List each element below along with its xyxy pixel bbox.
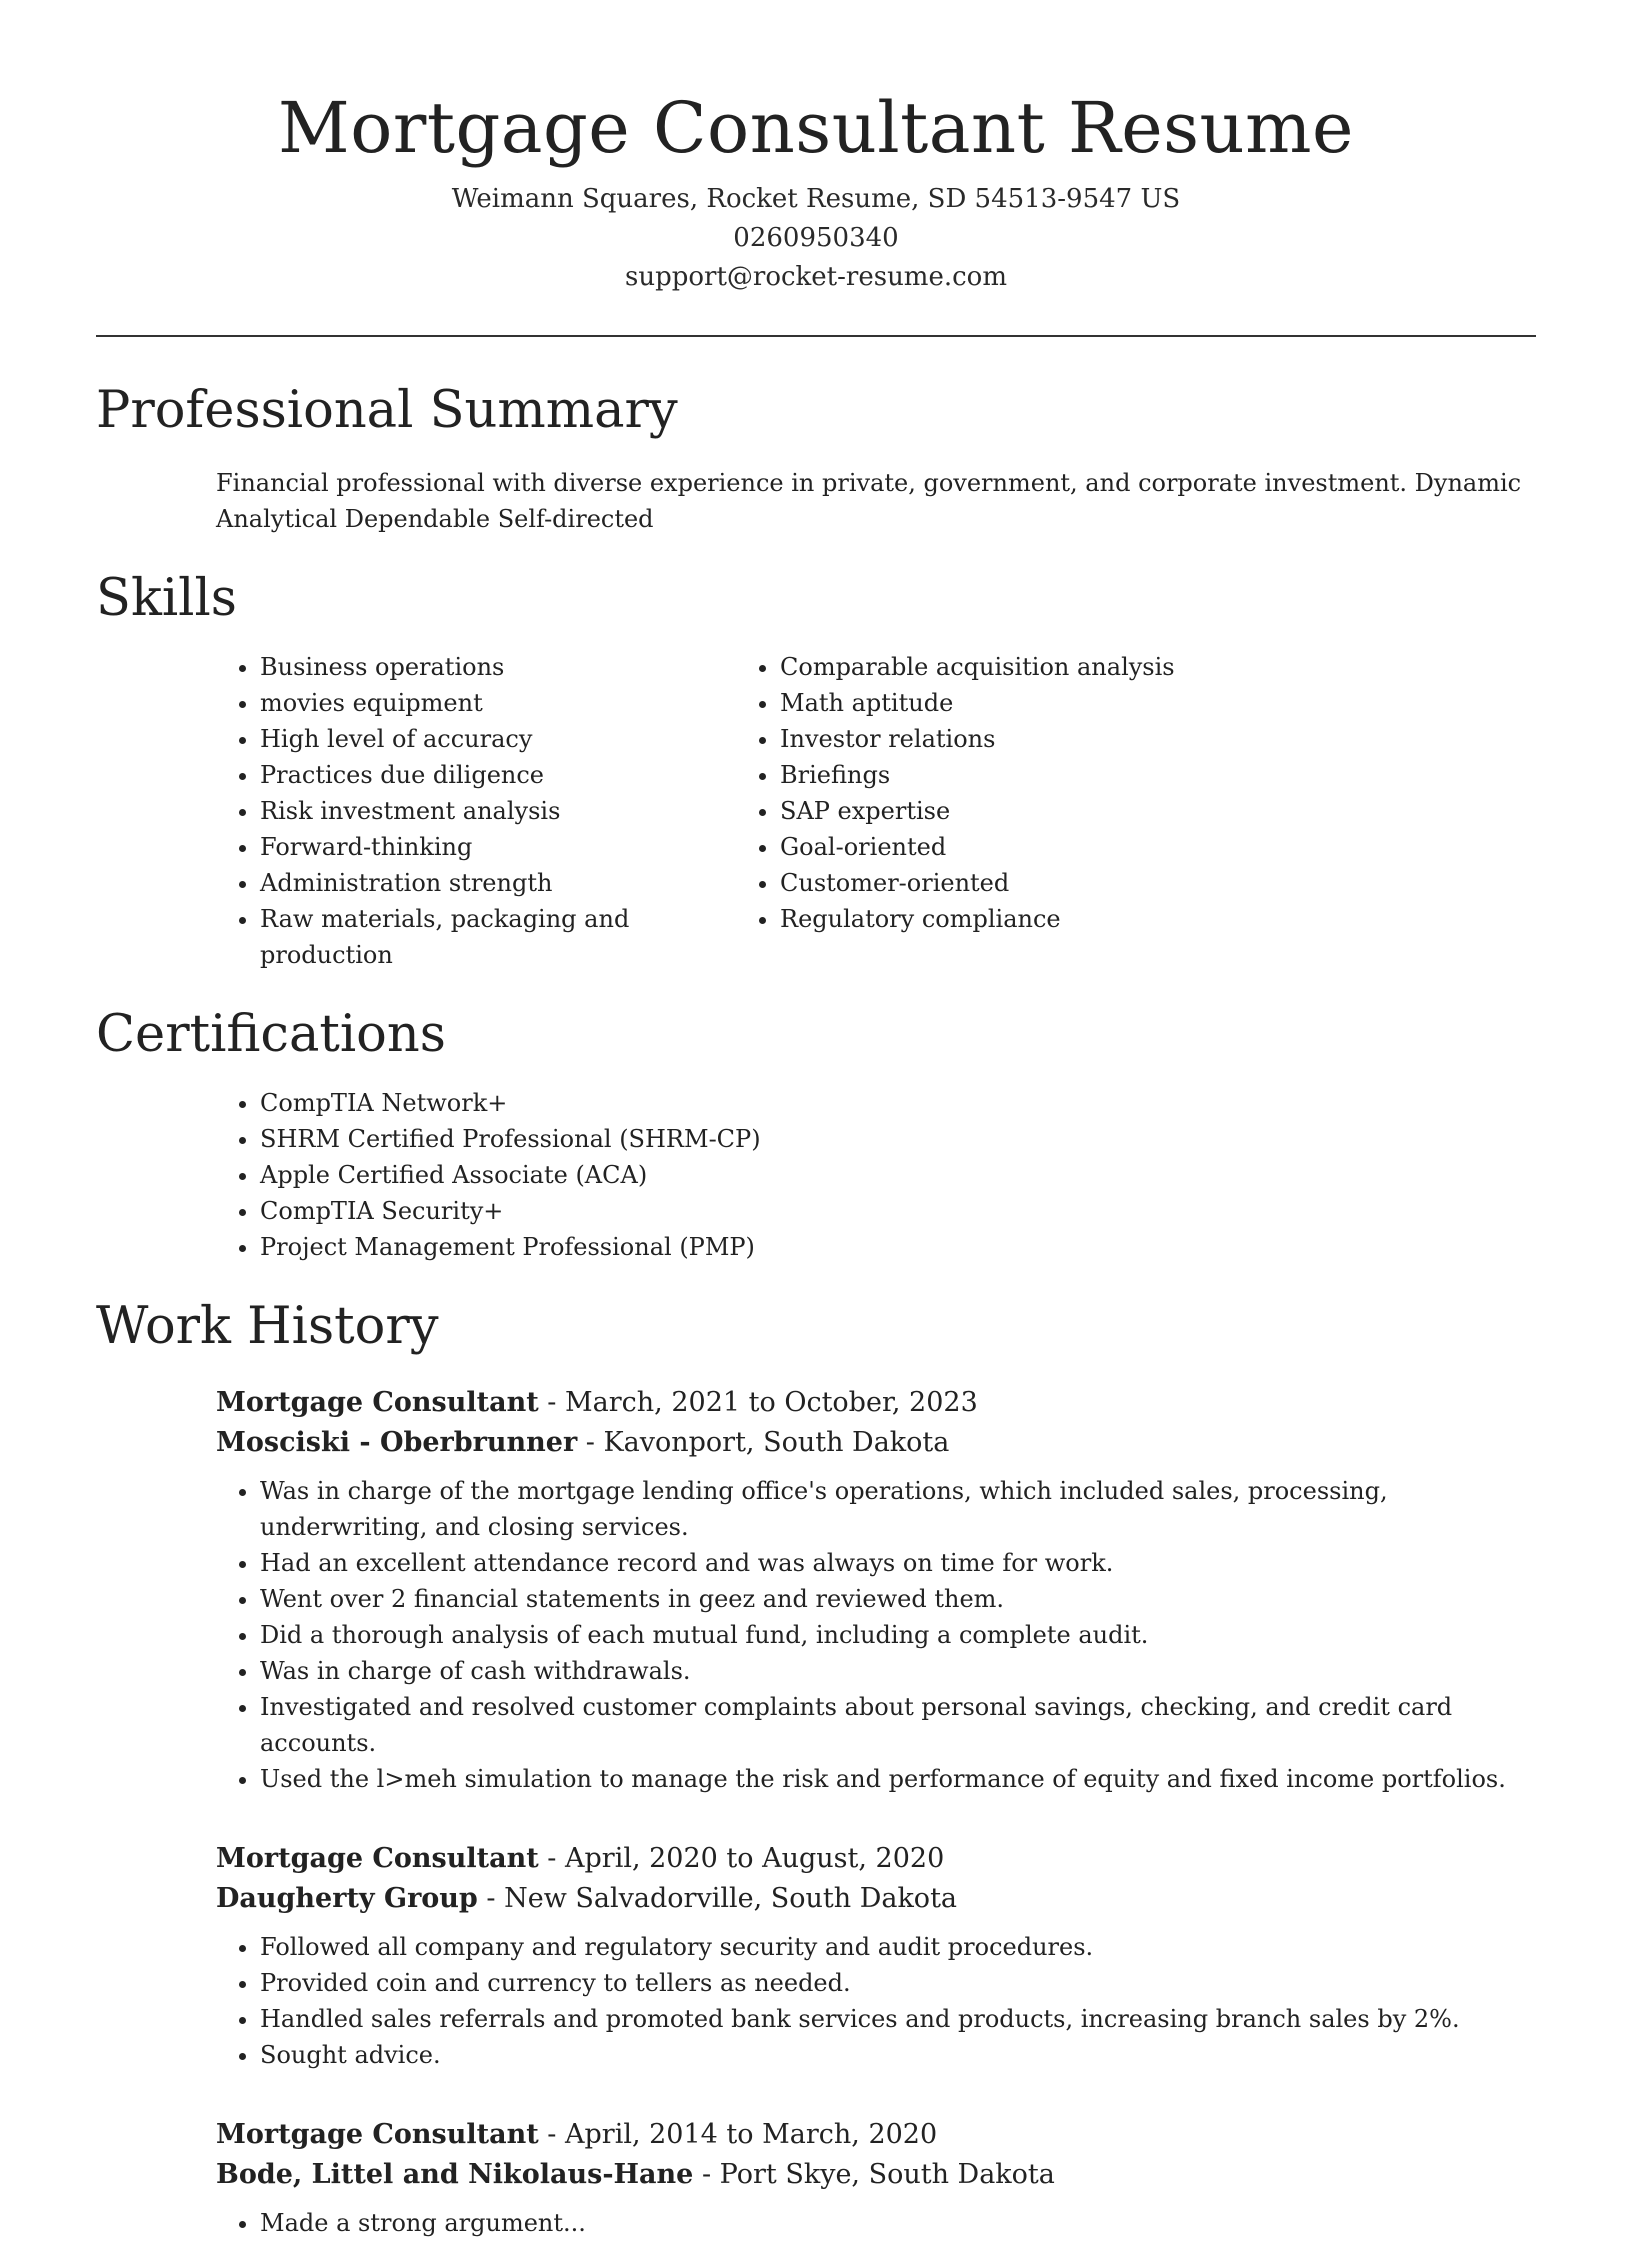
certifications-list: [96, 1085, 1536, 1265]
job-duty: • Went over 2 financial statements in geez and reviewed them.: [260, 1581, 1536, 1617]
skill-item: • Briefings: [780, 757, 1175, 793]
job-duty: • Provided coin and currency to tellers as needed.: [260, 1965, 1536, 2001]
skill-item: • Raw materials, packaging and production: [260, 901, 746, 973]
job-duty: • Handled sales referrals and promoted bank services and products, increasing branch sales by 2%.: [260, 2001, 1536, 2037]
certification-item: • SHRM Certified Professional (SHRM-CP): [260, 1121, 1536, 1157]
job-duties: [96, 1929, 1536, 2073]
resume-title: Mortgage Consultant Resume: [278, 87, 1354, 169]
contact-email: support@rocket-resume.com: [624, 262, 1007, 292]
job-duty: • Did a thorough analysis of each mutual fund, including a complete audit.: [260, 1617, 1536, 1653]
job-dates: - April, 2014 to March, 2020: [538, 2119, 938, 2150]
certification-item: • Project Management Professional (PMP): [260, 1229, 1536, 1265]
job-duty: • Sought advice.: [260, 2037, 1536, 2073]
job-duty: • Used the l>meh simulation to manage the risk and performance of equity and fixed income portfolios.: [260, 1761, 1536, 1797]
job-duty: • Followed all company and regulatory security and audit procedures.: [260, 1929, 1536, 1965]
summary-text: Financial professional with diverse experience in private, government, and corporate investment. Dynamic Analytical Dependable Self-directed: [216, 469, 1522, 533]
skill-item: • Business operations: [260, 649, 746, 685]
contact-phone: 0260950340: [733, 223, 899, 253]
job-duty: • Made a strong argument...: [260, 2205, 1536, 2241]
job-company-line: [216, 1879, 1536, 1919]
job-company: Bode, Littel and Nikolaus-Hane: [216, 2159, 694, 2190]
job-duty: • Was in charge of cash withdrawals.: [260, 1653, 1536, 1689]
skill-item: • Risk investment analysis: [260, 793, 746, 829]
job-dates: - March, 2021 to October, 2023: [538, 1387, 978, 1418]
skill-item: • Administration strength: [260, 865, 746, 901]
header-divider: [96, 335, 1536, 337]
job-duty: • Investigated and resolved customer complaints about personal savings, checking, and credit card accounts.: [260, 1689, 1536, 1761]
skills-columns: [96, 649, 1536, 973]
job-dates: - April, 2020 to August, 2020: [538, 1843, 945, 1874]
job-entry: [96, 1839, 1536, 2073]
work-history-heading: Work History: [96, 1297, 439, 1356]
certification-item: • Apple Certified Associate (ACA): [260, 1157, 1536, 1193]
certifications-heading: Certifications: [96, 1005, 446, 1064]
skill-item: • Customer-oriented: [780, 865, 1175, 901]
job-company: Mosciski - Oberbrunner: [216, 1427, 578, 1458]
skill-item: • SAP expertise: [780, 793, 1175, 829]
skill-item: • Math aptitude: [780, 685, 1175, 721]
job-title: Mortgage Consultant: [216, 2119, 539, 2150]
certification-item: • CompTIA Security+: [260, 1193, 1536, 1229]
job-title-line: [216, 2115, 1536, 2155]
skill-item: • High level of accuracy: [260, 721, 746, 757]
summary-heading: Professional Summary: [96, 381, 678, 440]
job-title-line: [216, 1839, 1536, 1879]
job-company: Daugherty Group: [216, 1883, 478, 1914]
job-title: Mortgage Consultant: [216, 1843, 539, 1874]
skills-column-right: [746, 649, 1175, 973]
skills-list-right: [746, 649, 1175, 937]
job-location: - Kavonport, South Dakota: [577, 1427, 950, 1458]
certification-item: • CompTIA Network+: [260, 1085, 1536, 1121]
skill-item: • Goal-oriented: [780, 829, 1175, 865]
skill-item: • Regulatory compliance: [780, 901, 1175, 937]
skill-item: • Investor relations: [780, 721, 1175, 757]
skills-heading: Skills: [96, 569, 237, 628]
skill-item: • movies equipment: [260, 685, 746, 721]
job-entry: [96, 2115, 1536, 2241]
skill-item: • Forward-thinking: [260, 829, 746, 865]
job-location: - New Salvadorville, South Dakota: [477, 1883, 958, 1914]
skill-item: • Comparable acquisition analysis: [780, 649, 1175, 685]
job-duty: • Had an excellent attendance record and was always on time for work.: [260, 1545, 1536, 1581]
job-company-line: [216, 2155, 1536, 2195]
job-company-line: [216, 1423, 1536, 1463]
resume-page: [96, 0, 1536, 2241]
job-duties: [96, 1473, 1536, 1797]
skills-column-left: [96, 649, 746, 973]
job-duty: • Was in charge of the mortgage lending office's operations, which included sales, processing, underwriting, and closing services.: [260, 1473, 1536, 1545]
job-duties: [96, 2205, 1536, 2241]
contact-block: [96, 180, 1536, 297]
job-entry: [96, 1383, 1536, 1797]
skill-item: • Practices due diligence: [260, 757, 746, 793]
job-title-line: [216, 1383, 1536, 1423]
job-location: - Port Skye, South Dakota: [693, 2159, 1055, 2190]
skills-list-left: [96, 649, 746, 973]
contact-address: Weimann Squares, Rocket Resume, SD 54513-9547 US: [451, 184, 1181, 214]
job-title: Mortgage Consultant: [216, 1387, 539, 1418]
